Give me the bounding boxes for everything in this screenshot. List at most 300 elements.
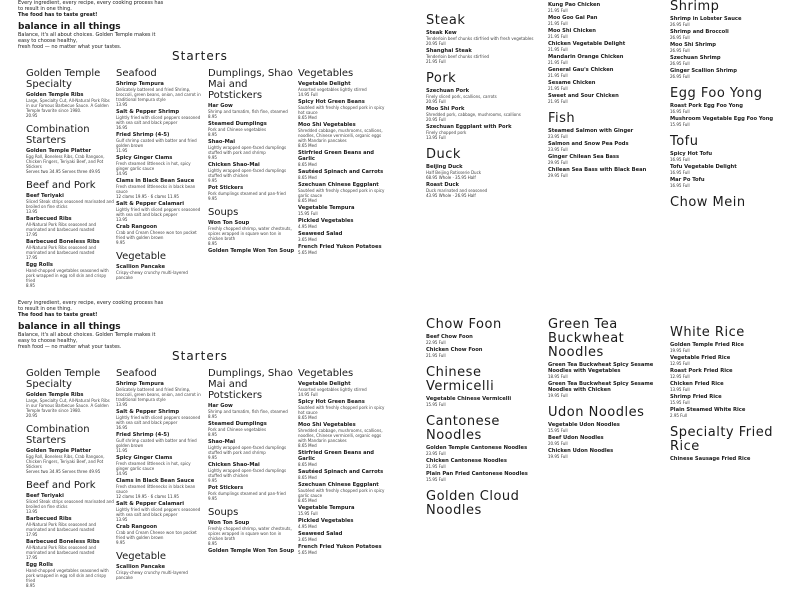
menu-item-price: 8.65 Med [298,162,317,167]
menu-item-name: Moo Shi Vegetables [298,422,356,428]
section-title: Green Tea Buckwheat Noodles [548,317,625,360]
menu-item-name: Moo Shi Chicken [548,28,596,34]
menu-item-description: Fresh steamed littleneck in hot, spicy ginger garlic sauce [116,161,191,171]
menu-item-name: Roast Pork Fried Rice [670,368,733,374]
menu-column-dumplings [208,368,296,554]
menu-item-price: 13.95 Full [670,387,690,392]
intro-line: The food has to taste great! [18,12,98,18]
menu-item-price: 20.95 [26,113,38,118]
menu-item-name: Chicken Udon Noodles [548,448,614,454]
menu-item-name: Vegetable Fried Rice [670,355,731,361]
section-title: Dumplings, Shao Mai and Potstickers [208,68,293,101]
menu-item-price: 26.95 Full [670,61,690,66]
menu-item-price: 13.95 [116,402,128,407]
menu-item-description: Sautéed with freshly chopped pork in spicy hot sauce [298,405,385,415]
section-title: Vegetables [298,368,354,379]
section-title: Soups [208,207,239,218]
menu-item-description: Delicately battered and fried Shrimp, broccoli, green beans, onion, and carrot in traditional tempura style [116,87,201,102]
menu-item-description: Sliced Steak strips seasoned marinated and broiled on fine sticks [26,499,114,509]
menu-item-description: Assorted vegetables lightly stirred [298,87,367,92]
menu-item-description: Lightly wrapped open-faced dumplings stuffed with pork and shrimp [208,445,287,455]
menu-item-name: Vegetable Tempura [298,205,355,211]
starters-title: Starters [172,49,228,63]
menu-item-name: Vegetable Tempura [298,505,355,511]
menu-item-name: Barbecued Ribs [26,516,72,522]
menu-item-name: Stirfried Green Beans and Garlic [298,450,375,462]
menu-item-price: 29.95 Full [548,173,568,178]
menu-item-price: 22.95 Full [426,340,446,345]
menu-item-name: Shao-Mai [208,439,236,445]
menu-item-name: Ginger Chilean Sea Bass [548,154,620,160]
menu-item-name: Shrimp Tempura [116,81,164,87]
menu-item-name: Pickled Vegetables [298,518,354,524]
menu-item-description: Pork dumplings steamed and pan-fried [208,191,286,196]
menu-item-description: Sliced Steak strips seasoned marinated and broiled on fine sticks [26,199,114,209]
section-title: Dumplings, Shao Mai and Potstickers [208,368,293,401]
menu-item-name: Beef Teriyaki [26,193,64,199]
menu-item-price: 15.95 Full [548,428,568,433]
section-title: Cantonese Noodles [426,414,500,443]
menu-item-price: 16.95 Full [670,109,690,114]
menu-item-price: 4.95 Med [298,524,317,529]
menu-item-name: Chinese Sausage Fried Rice [670,456,751,462]
menu-item-name: Vegetable Delight [298,81,351,87]
section-title: Beef and Pork [26,180,96,191]
menu-item-name: Har Gow [208,403,233,409]
menu-item-description: Egg Roll, Boneless Ribs, Crab Rangoon, Chicken Fingers, Teriyaki Beef, and Pot Stickers [26,454,105,469]
menu-item-name: Golden Temple Won Ton Soup [208,548,295,554]
section-title: Golden Temple Specialty [26,68,101,90]
menu-item-price: 8.65 Med [298,498,317,503]
menu-item-price: 8.95 [26,583,35,588]
menu-item-name: Vegetable Chinese Vermicelli [426,396,512,402]
menu-item-description: Lightly fried with sliced peppers seasoned with sea salt and black pepper [116,207,201,217]
menu-item-name: Steamed Dumplings [208,421,267,427]
menu-item-price: 9.95 [208,455,217,460]
menu-item-price: 8.95 [208,432,217,437]
menu-item-name: Shrimp Fried Rice [670,394,722,400]
menu-item-name: Won Ton Soup [208,220,250,226]
menu-item-name: Shao-Mai [208,139,236,145]
menu-item-price: 12 clams 19.95 · 6 clams 11.95 [116,494,179,499]
menu-item-name: Spicy Hot Green Beans [298,399,365,405]
intro-heading: balance in all things [18,322,121,332]
menu-item-name: Spicy Ginger Clams [116,155,173,161]
menu-item-price: 14.95 [116,171,128,176]
intro-line: Balance, it's all about choices. Golden Temple makes it easy to choose healthy, [18,332,156,344]
intro-block-top [18,0,168,50]
menu-item-price: 15.95 Full [426,402,446,407]
menu-column-seafood [116,68,204,280]
menu-column-specialty [26,368,114,588]
menu-item-name: Pot Stickers [208,185,244,191]
menu-item-description: Crab and Cream Cheese won ton pocket fried with golden brown [116,230,197,240]
menu-item-description: Crispy-chewy crunchy multi-layered pancake [116,570,188,580]
intro-line: Every ingredient, every recipe, every cooking process has to result in one thing. [18,300,164,312]
menu-item-price: 20.95 [26,413,38,418]
menu-column-shrimp-tofu [670,0,790,210]
menu-item-name: Szechuan Pork [426,88,470,94]
menu-item-price: 19.95 Full [670,348,690,353]
menu-item-price: 8.95 [208,541,217,546]
menu-column-vegetables [298,68,386,255]
menu-item-price: 23.95 Full [548,134,568,139]
intro-line: Balance, it's all about choices. Golden Temple makes it easy to choose healthy, [18,32,156,44]
menu-item-description: Egg Roll, Boneless Ribs, Crab Rangoon, Chicken Fingers, Teriyaki Beef, and Pot Stickers [26,154,105,169]
section-title: Chow Foon [426,317,502,332]
menu-item-price: 17.95 [26,232,38,237]
menu-item-description: Lightly fried with sliced peppers seasoned with sea salt and black pepper [116,507,201,517]
menu-item-price: 12.95 Full [670,361,690,366]
menu-item-name: General Gau's Chicken [548,67,614,73]
menu-item-description: Finely chopped pork [426,130,467,135]
menu-item-price: 9.95 [116,240,125,245]
menu-item-price: 8.65 Med [298,475,317,480]
menu-item-price: 8.65 Med [298,175,317,180]
section-title: Specialty Fried Rice [670,425,774,454]
section-title: Seafood [116,68,157,79]
menu-column-chicken-fish [548,0,660,178]
menu-item-name: Sautéed Spinach and Carrots [298,469,384,475]
menu-item-price: 21.95 Full [548,8,568,13]
menu-item-price: 5.65 Med [298,550,317,555]
section-title: Fish [548,111,576,126]
menu-item-price: 23.95 Full [548,147,568,152]
menu-item-price: 8.95 [26,283,35,288]
menu-item-description: Fresh steamed littlenecks in black bean sauce [116,184,196,194]
menu-item-name: Moo Goo Gai Pan [548,15,598,21]
menu-item-name: Stirfried Green Beans and Garlic [298,150,375,162]
menu-item-name: Mandarin Orange Chicken [548,54,624,60]
menu-item-name: French Fried Yukon Potatoes [298,544,382,550]
starters-title: Starters [172,349,228,363]
menu-item-price: 20.95 Full [426,41,446,46]
menu-column-rice [670,326,790,462]
menu-item-name: Golden Temple Ribs [26,92,84,98]
menu-item-price: 23.95 Full [426,451,446,456]
menu-item-name: Salmon and Snow Pea Pods [548,141,629,147]
section-title: Udon Noodles [548,405,645,420]
menu-item-description: Sautéed with freshly chopped pork in spicy hot sauce [298,105,385,115]
section-title: Vegetable [116,551,167,562]
menu-item-description: Lightly wrapped open-faced dumplings stuffed with chicken [208,468,287,478]
menu-item-name: Egg Rolls [26,262,53,268]
menu-item-price: 16.95 [116,425,128,430]
menu-item-description: Tenderloin beef chunks stirfried [426,54,490,59]
menu-item-name: Green Tea Buckwheat Spicy Sesame Noodles with Chicken [548,381,654,393]
menu-item-price: 11.95 [116,448,128,453]
section-title: Seafood [116,368,157,379]
menu-item-name: Shrimp and Broccoli [670,29,729,35]
menu-item-name: Golden Temple Won Ton Soup [208,248,295,254]
section-title: Vegetable [116,251,167,262]
menu-item-description: Lightly fried with sliced peppers seasoned with sea salt and black pepper [116,115,201,125]
menu-item-name: Pot Stickers [208,485,244,491]
menu-item-name: Sesame Chicken [548,80,596,86]
menu-item-price: 20.95 Full [426,117,446,122]
menu-item-name: Pickled Vegetables [298,218,354,224]
menu-item-price: 8.95 [208,132,217,137]
menu-item-name: Golden Temple Fried Rice [670,342,744,348]
menu-item-name: Shrimp in Lobster Sauce [670,16,742,22]
menu-item-price: 21.95 Full [426,464,446,469]
menu-item-price: 8.95 [208,114,217,119]
menu-item-name: Roast Pork Egg Foo Yong [670,103,743,109]
menu-item-price: 21.95 Full [548,34,568,39]
menu-item-name: Clams in Black Bean Sauce [116,478,195,484]
menu-item-description: Sautéed with freshly chopped pork in spicy garlic sauce [298,488,385,498]
menu-item-name: Shanghai Steak [426,48,472,54]
menu-item-name: Beef Teriyaki [26,493,64,499]
menu-item-name: Golden Temple Ribs [26,392,84,398]
menu-item-price: 11.95 [116,148,128,153]
menu-item-price: 20.95 Full [426,99,446,104]
menu-item-name: Roast Duck [426,182,459,188]
menu-item-price: 15.95 Full [298,211,318,216]
menu-item-price: 13.95 [116,102,128,107]
menu-item-price: 16.95 Full [670,183,690,188]
menu-item-price: 18.95 Full [548,374,568,379]
menu-item-description: Pork and Chinese vegetables [208,127,267,132]
menu-item-name: Szechuan Chinese Eggplant [298,482,379,488]
menu-item-description: All-Natural Pork Ribs seasoned and marinated and barbecued roasted [26,545,97,555]
section-title: Combination Starters [26,424,90,446]
menu-item-name: Chicken Vegetable Delight [548,41,626,47]
menu-item-name: Vegetable Delight [298,381,351,387]
menu-item-description: Freshly chopped shrimp, water chestnuts, spices wrapped in square won ton in chicken broth [208,526,292,541]
menu-item-description: Duck marinated and seasoned [426,188,488,193]
menu-item-description: Large, Specialty Cut, All-Natural Pork Ribs in our Famous Barbecue Sauce. A Golden Temple favorite since 1980. [26,98,110,113]
menu-item-name: Fried Shrimp (4-5) [116,132,170,138]
intro-line: The food has to taste great! [18,312,98,318]
menu-item-name: Spicy Hot Green Beans [298,99,365,105]
menu-item-name: Scallion Pancake [116,564,165,570]
menu-item-price: 21.95 Full [426,353,446,358]
menu-item-name: Steak Kew [426,30,457,36]
menu-item-name: Chicken Fried Rice [670,381,724,387]
menu-item-price: 26.95 Full [670,48,690,53]
menu-item-name: Szechuan Shrimp [670,55,721,61]
section-title: Pork [426,71,457,86]
menu-item-price: 21.95 Full [548,47,568,52]
menu-item-name: Golden Temple Platter [26,448,92,454]
menu-item-description: Lightly wrapped open-faced dumplings stuffed with chicken [208,168,287,178]
menu-item-name: Har Gow [208,103,233,109]
menu-item-price: 12 clams 19.95 · 6 clams 11.95 [116,194,179,199]
menu-item-name: Shrimp Tempura [116,381,164,387]
menu-item-price: 9.95 [208,478,217,483]
menu-item-price: 17.95 [26,255,38,260]
menu-item-price: 13.95 [26,209,38,214]
menu-item-name: Won Ton Soup [208,520,250,526]
menu-item-description: Gulf shrimp coated with batter and fried golden brown [116,138,197,148]
section-title: Golden Cloud Noodles [426,489,520,518]
menu-item-description: Shrimp and tamatim, fish fine, steamed [208,409,288,414]
menu-item-description: Fresh steamed littleneck in hot, spicy ginger garlic sauce [116,461,191,471]
menu-item-price: 21.95 Full [548,86,568,91]
menu-item-price: 26.95 Full [670,22,690,27]
menu-item-description: Freshly chopped shrimp, water chestnuts, spices wrapped in square won ton in chicken broth [208,226,292,241]
menu-column-buckwheat-udon [548,318,660,459]
menu-item-name: Kung Pao Chicken [548,2,601,8]
menu-item-description: Hand-chopped vegetables seasoned with pork wrapped in egg roll skin and crispy fried [26,568,109,583]
menu-item-price: 13.95 [116,217,128,222]
menu-item-name: Beijing Duck [426,164,463,170]
menu-item-name: Plain Pan Fried Cantonese Noodles [426,471,528,477]
section-title: White Rice [670,325,745,340]
menu-item-name: Szechuan Chinese Eggplant [298,182,379,188]
section-title: Combination Starters [26,124,90,146]
menu-item-price: 13.95 [26,509,38,514]
intro-block-bottom [18,300,168,350]
menu-item-description: Shredded cabbage, mushrooms, scallions, noodles, Chinese vermicelli, organic eggs with Mandarin pancakes [298,128,383,143]
menu-item-description: Lightly fried with sliced peppers seasoned with sea salt and black pepper [116,415,201,425]
section-title: Steak [426,13,466,28]
menu-item-name: Seaweed Salad [298,531,343,537]
menu-item-price: 2.95 Full [670,413,688,418]
menu-item-name: Steamed Dumplings [208,121,267,127]
menu-item-price: 68.95 Whole · 35.95 Half [426,175,476,180]
menu-item-name: Scallion Pancake [116,264,165,270]
menu-item-name: Salt & Pepper Shrimp [116,409,180,415]
menu-item-price: 5.65 Med [298,250,317,255]
menu-item-name: Fried Shrimp (4-5) [116,432,170,438]
menu-item-name: Spicy Ginger Clams [116,455,173,461]
menu-item-name: Crab Rangoon [116,524,158,530]
menu-item-price: 13.95 [116,517,128,522]
menu-item-name: Chicken Shao-Mai [208,462,260,468]
menu-item-name: Egg Rolls [26,562,53,568]
menu-item-price: 12.95 Full [670,374,690,379]
intro-line: fresh food — no matter what your tastes. [18,344,122,350]
menu-item-description: Fresh steamed littlenecks in black bean sauce [116,484,196,494]
menu-item-name: Barbecued Ribs [26,216,72,222]
menu-item-name: Sweet and Sour Chicken [548,93,619,99]
menu-item-price: 17.95 [26,532,38,537]
menu-item-price: 20.95 Full [548,441,568,446]
menu-item-name: Ginger Scallion Shrimp [670,68,737,74]
menu-item-price: 9.95 [116,540,125,545]
menu-item-price: 14.95 Full [298,392,318,397]
menu-item-price: 8.65 Med [298,143,317,148]
menu-item-description: Pork dumplings steamed and pan-fried [208,491,286,496]
menu-item-name: Plain Steamed White Rice [670,407,746,413]
menu-item-price: 21.95 Full [548,99,568,104]
menu-item-name: Chicken Shao-Mai [208,162,260,168]
menu-item-price: 17.95 [26,555,38,560]
menu-item-price: 8.95 [208,414,217,419]
menu-item-name: Green Tea Buckwheat Spicy Sesame Noodles with Vegetables [548,362,654,374]
section-title: Chinese Vermicelli [426,365,495,394]
menu-item-description: Large, Specialty Cut, All-Natural Pork Ribs in our Famous Barbecue Sauce. A Golden Temple favorite since 1980. [26,398,110,413]
menu-column-noodles [426,318,536,518]
menu-item-name: Moo Shi Pork [426,106,465,112]
menu-item-price: 13.95 Full [426,135,446,140]
menu-item-name: Chicken Cantonese Noodles [426,458,507,464]
section-title: Golden Temple Specialty [26,368,101,390]
menu-item-name: Mushroom Vegetable Egg Foo Yong [670,116,774,122]
menu-column-steak-pork-duck [426,14,536,198]
menu-item-price: 8.65 Med [298,462,317,467]
menu-item-name: Steamed Salmon with Ginger [548,128,634,134]
menu-item-name: Clams in Black Bean Sauce [116,178,195,184]
menu-item-price: 16.95 Full [670,157,690,162]
menu-item-name: Salt & Pepper Calamari [116,501,185,507]
menu-item-description: Shredded pork, cabbage, mushrooms, scallions [426,112,521,117]
menu-item-description: Crispy-chewy crunchy multi-layered pancake [116,270,188,280]
menu-item-name: French Fried Yukon Potatoes [298,244,382,250]
menu-item-price: 15.95 Full [298,511,318,516]
section-title: Vegetables [298,68,354,79]
menu-column-seafood [116,368,204,580]
menu-item-description: Hand-chopped vegetables seasoned with pork wrapped in egg roll skin and crispy fried [26,268,109,283]
menu-item-name: Moo Shi Shrimp [670,42,716,48]
menu-item-price: 26.95 Full [670,74,690,79]
menu-item-name: Golden Temple Platter [26,148,92,154]
menu-item-description: Pork and Chinese vegetables [208,427,267,432]
menu-item-description: Lightly wrapped open-faced dumplings stuffed with pork and shrimp [208,145,287,155]
menu-item-name: Moo Shi Vegetables [298,122,356,128]
menu-item-description: All-Natural Pork Ribs seasoned and marinated and barbecued roasted [26,222,97,232]
menu-item-price: 8.65 Med [298,115,317,120]
menu-item-description: Half Beijing Rotisserie Duck [426,170,482,175]
menu-item-description: Assorted vegetables lightly stirred [298,387,367,392]
menu-item-name: Beef Chow Foon [426,334,473,340]
menu-item-price: 14.95 [116,471,128,476]
menu-column-vegetables [298,368,386,555]
intro-line: fresh food — no matter what your tastes. [18,44,122,50]
menu-column-dumplings [208,68,296,254]
menu-item-description: Crab and Cream Cheese won ton pocket fried with golden brown [116,530,197,540]
menu-item-description: Finely sliced pork, scallions, carrots [426,94,497,99]
menu-item-description: Shrimp and tamatim, fish fine, steamed [208,109,288,114]
menu-item-name: Salt & Pepper Calamari [116,201,185,207]
menu-item-price: 26.95 Full [670,35,690,40]
menu-item-name: Seaweed Salad [298,231,343,237]
menu-item-name: Salt & Pepper Shrimp [116,109,180,115]
menu-item-description: All-Natural Pork Ribs seasoned and marinated and barbecued roasted [26,245,97,255]
menu-item-price: 8.65 Med [298,198,317,203]
menu-item-price: 8.65 Med [298,415,317,420]
section-title: Soups [208,507,239,518]
menu-item-name: Sautéed Spinach and Carrots [298,169,384,175]
menu-column-specialty [26,68,114,288]
menu-item-name: Vegetable Udon Noodles [548,422,620,428]
section-title: Duck [426,147,461,162]
menu-item-price: 9.95 [208,178,217,183]
menu-item-price: 21.95 Full [548,21,568,26]
menu-item-price: 15.95 Full [670,122,690,127]
menu-item-price: 19.95 Full [548,454,568,459]
section-title: Chow Mein [670,195,746,210]
menu-item-description: Delicately battered and fried Shrimp, broccoli, green beans, onion, and carrot in traditional tempura style [116,387,201,402]
menu-item-price: Serves two 34.95 Serves three 49.95 [26,469,101,474]
menu-item-name: Golden Temple Cantonese Noodles [426,445,528,451]
menu-item-price: 8.65 Med [298,443,317,448]
menu-item-name: Tofu Vegetable Delight [670,164,737,170]
menu-item-price: 9.95 [208,155,217,160]
menu-item-price: 43.95 Whole · 26.95 Half [426,193,476,198]
menu-item-price: 16.95 [116,125,128,130]
menu-item-price: 8.95 [208,241,217,246]
menu-item-price: 4.95 Med [298,224,317,229]
menu-item-price: 16.95 Full [670,170,690,175]
menu-item-name: Chilean Sea Bass with Black Bean [548,167,647,173]
intro-heading: balance in all things [18,22,121,32]
menu-item-price: 21.95 Full [548,73,568,78]
menu-item-price: 9.95 [208,196,217,201]
menu-item-price: 15.95 Full [426,477,446,482]
